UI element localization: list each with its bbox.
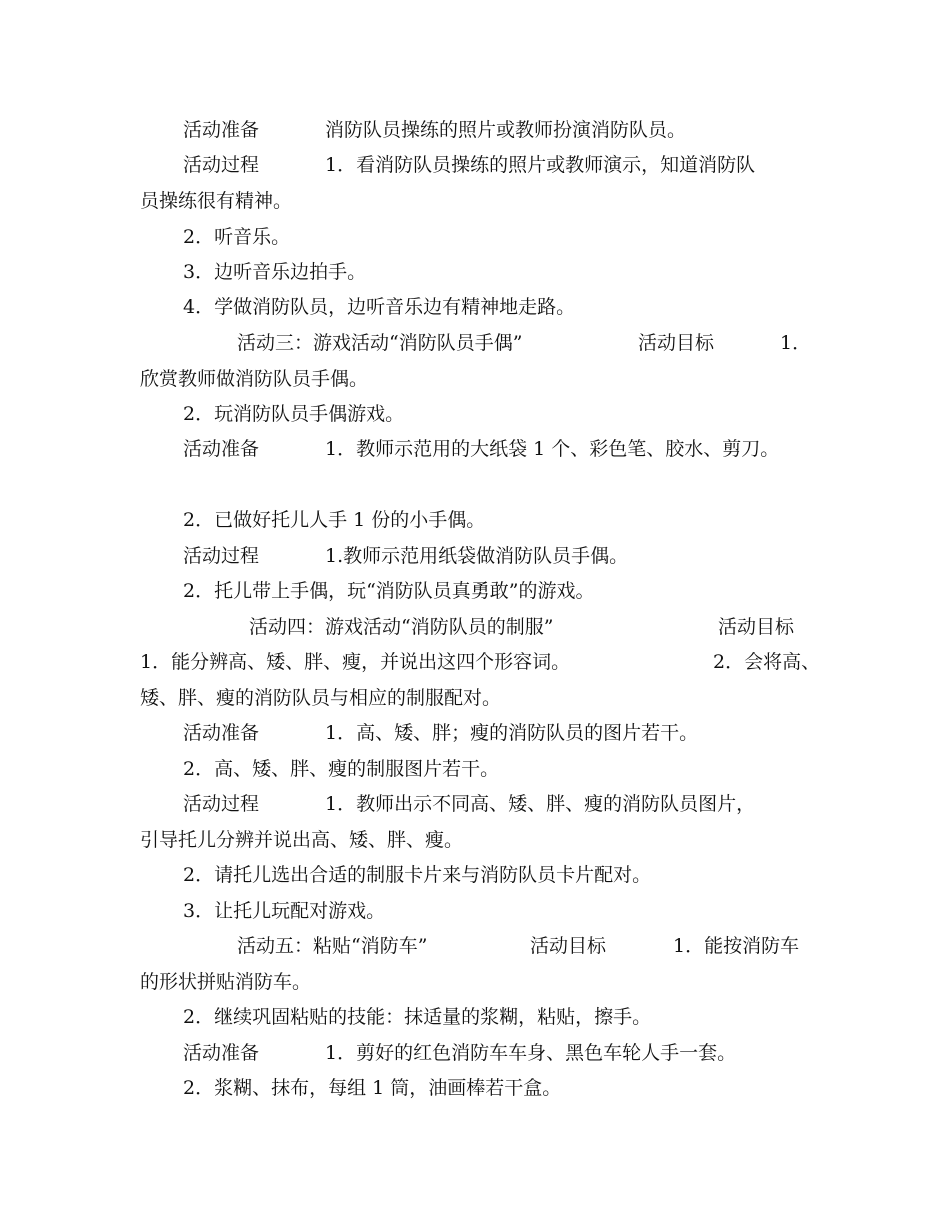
text-span: 活动过程 (183, 545, 260, 567)
text-line (0, 931, 950, 961)
text-span: 欣赏教师做消防队员手偶。 (140, 368, 369, 390)
text-span: 1．能分辨高、矮、胖、瘦，并说出这四个形容词。 (140, 651, 571, 673)
text-line (0, 1073, 950, 1103)
text-line (0, 789, 950, 819)
text-line (0, 860, 950, 890)
text-span: 1． (780, 332, 812, 354)
text-span: 2．已做好托儿人手 1 份的小手偶。 (183, 509, 486, 531)
text-span: 1.教师示范用纸袋做消防队员手偶。 (325, 545, 629, 567)
text-span: 活动准备 (183, 119, 260, 141)
text-span: 3．让托儿玩配对游戏。 (183, 900, 386, 922)
text-line (0, 825, 950, 855)
text-span: 2．请托儿选出合适的制服卡片来与消防队员卡片配对。 (183, 864, 652, 886)
text-span: 4．学做消防队员，边听音乐边有精神地走路。 (183, 296, 576, 318)
text-line (0, 1038, 950, 1068)
text-line (0, 896, 950, 926)
text-span: 3．边听音乐边拍手。 (183, 261, 367, 283)
text-span: 活动目标 (530, 935, 607, 957)
text-span: 2．玩消防队员手偶游戏。 (183, 403, 405, 425)
text-line (0, 257, 950, 287)
text-line (0, 222, 950, 252)
text-line (0, 541, 950, 571)
text-span: 消防队员操练的照片或教师扮演消防队员。 (325, 119, 687, 141)
text-line (0, 292, 950, 322)
text-span: 引导托儿分辨并说出高、矮、胖、瘦。 (140, 829, 464, 851)
text-line (0, 150, 950, 180)
text-line (0, 576, 950, 606)
text-line (0, 364, 950, 394)
text-line (0, 328, 950, 358)
text-span: 活动准备 (183, 1042, 260, 1064)
text-span: 1．剪好的红色消防车车身、黑色车轮人手一套。 (325, 1042, 737, 1064)
text-line (0, 505, 950, 535)
text-span: 活动过程 (183, 793, 260, 815)
text-span: 1．教师出示不同高、矮、胖、瘦的消防队员图片， (325, 793, 756, 815)
text-span: 活动准备 (183, 438, 260, 460)
text-line (0, 718, 950, 748)
text-line (0, 967, 950, 997)
text-span: 活动五：粘贴“消防车” (237, 935, 428, 957)
text-span: 的形状拼贴消防车。 (140, 971, 312, 993)
text-span: 2．高、矮、胖、瘦的制服图片若干。 (183, 758, 500, 780)
text-line (0, 434, 950, 464)
text-span: 1．教师示范用的大纸袋 1 个、彩色笔、胶水、剪刀。 (325, 438, 780, 460)
text-span: 1．看消防队员操练的照片或教师演示，知道消防队 (325, 154, 756, 176)
text-span: 活动过程 (183, 154, 260, 176)
text-line (0, 186, 950, 216)
text-span: 员操练很有精神。 (140, 190, 293, 212)
text-line (0, 647, 950, 677)
text-span: 1．能按消防车 (673, 935, 800, 957)
text-span: 2．浆糊、抹布，每组 1 筒，油画棒若干盒。 (183, 1077, 562, 1099)
text-line (0, 683, 950, 713)
text-line (0, 754, 950, 784)
text-span: 2．会将高、 (713, 651, 821, 673)
text-line (0, 115, 950, 145)
text-line (0, 1002, 950, 1032)
text-span: 活动目标 (638, 332, 715, 354)
text-span: 矮、胖、瘦的消防队员与相应的制服配对。 (140, 687, 502, 709)
text-span: 2．听音乐。 (183, 226, 291, 248)
text-span: 活动目标 (718, 616, 795, 638)
text-span: 活动三：游戏活动“消防队员手偶” (237, 332, 523, 354)
text-span: 活动准备 (183, 722, 260, 744)
text-line (0, 612, 950, 642)
text-line (0, 399, 950, 429)
text-span: 2．托儿带上手偶，玩“消防队员真勇敢”的游戏。 (183, 580, 595, 602)
text-span: 2．继续巩固粘贴的技能：抹适量的浆糊，粘贴，擦手。 (183, 1006, 652, 1028)
text-span: 1．高、矮、胖；瘦的消防队员的图片若干。 (325, 722, 699, 744)
text-span: 活动四：游戏活动“消防队员的制服” (249, 616, 554, 638)
